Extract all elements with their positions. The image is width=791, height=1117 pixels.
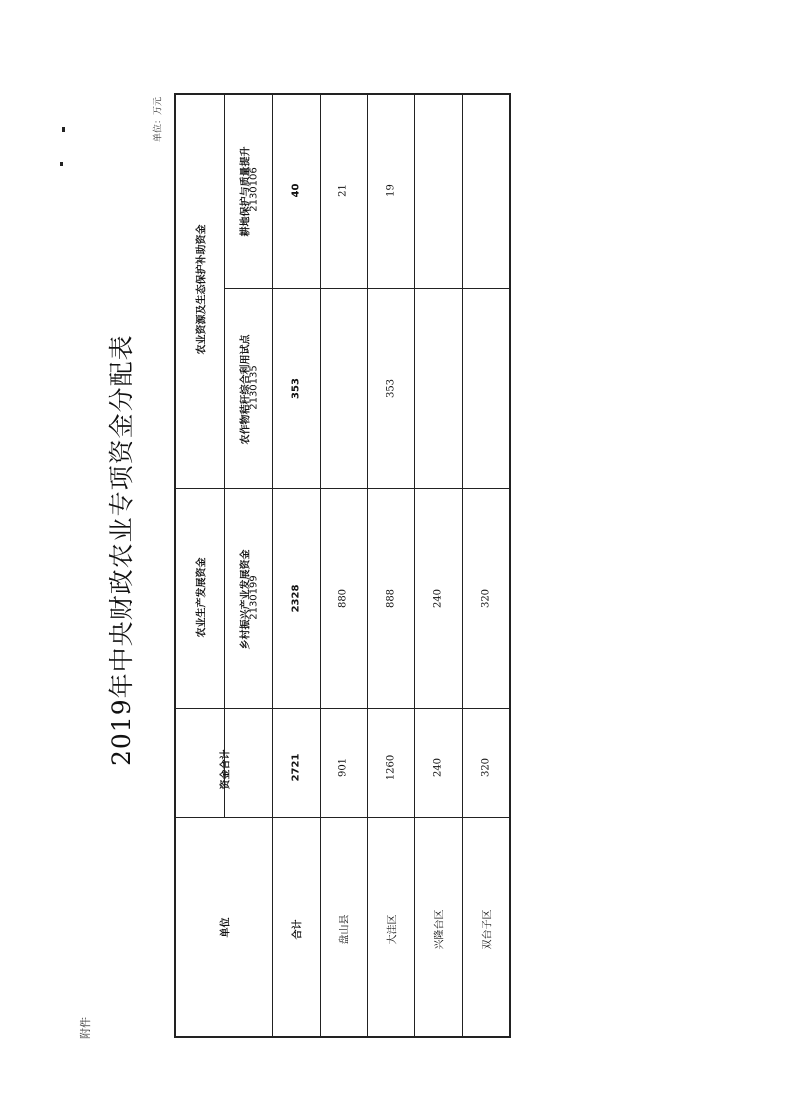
column-header-unit: 单位: [220, 917, 232, 938]
table-cell-straw: 353: [290, 378, 302, 399]
table-grid-line: [320, 93, 321, 1038]
table-cell-rural: 320: [480, 588, 492, 609]
page-title: 2019年中央财政农业专项资金分配表: [107, 334, 136, 766]
table-cell-farmland: 19: [385, 184, 397, 197]
table-cell-unit: 合计: [292, 919, 304, 940]
table-grid-line: [462, 93, 463, 1038]
table-cell-farmland: 21: [337, 184, 349, 197]
unit-note: 单位：万元: [153, 97, 164, 143]
scan-speck: [62, 127, 65, 132]
table-cell-total: 2721: [290, 753, 302, 782]
table-grid-line: [414, 93, 415, 1038]
table-grid-line: [174, 708, 511, 709]
table-grid-line: [367, 93, 368, 1038]
column-header-farmland-name: 耕地保护与质量提升: [240, 146, 252, 237]
column-header-rural-code: 2130199: [248, 575, 260, 620]
table-cell-total: 240: [432, 757, 444, 778]
table-cell-unit: 大洼区: [387, 914, 399, 945]
table-cell-unit: 盘山县: [339, 914, 351, 945]
column-header-total: 资金合计: [220, 749, 232, 790]
table-cell-straw: 353: [385, 378, 397, 399]
table-cell-farmland: 40: [290, 183, 302, 198]
table-cell-rural: 880: [337, 588, 349, 609]
table-grid-line: [272, 93, 273, 1038]
table-cell-rural: 2328: [290, 584, 302, 613]
table-grid-line: [224, 288, 511, 289]
table-grid-line: [174, 817, 511, 818]
table-cell-unit: 双台子区: [482, 909, 494, 950]
scan-speck: [60, 162, 63, 166]
table-cell-unit: 兴隆台区: [434, 909, 446, 950]
table-cell-total: 1260: [385, 754, 397, 781]
table-cell-total: 320: [480, 757, 492, 778]
column-header-straw-code: 2130135: [248, 365, 260, 410]
column-header-farmland-code: 2130106: [248, 167, 260, 212]
table-grid-line: [174, 488, 511, 489]
column-header-straw-name: 农作物秸秆综合利用试点: [240, 334, 252, 445]
table-cell-rural: 240: [432, 588, 444, 609]
table-cell-total: 901: [337, 757, 349, 778]
annex-label: 附件: [79, 1017, 92, 1039]
table-cell-rural: 888: [385, 588, 397, 609]
group-header-production: 农业生产发展资金: [196, 557, 208, 638]
column-header-rural-name: 乡村振兴产业发展资金: [240, 549, 252, 650]
group-header-resources: 农业资源及生态保护补助资金: [196, 224, 208, 355]
